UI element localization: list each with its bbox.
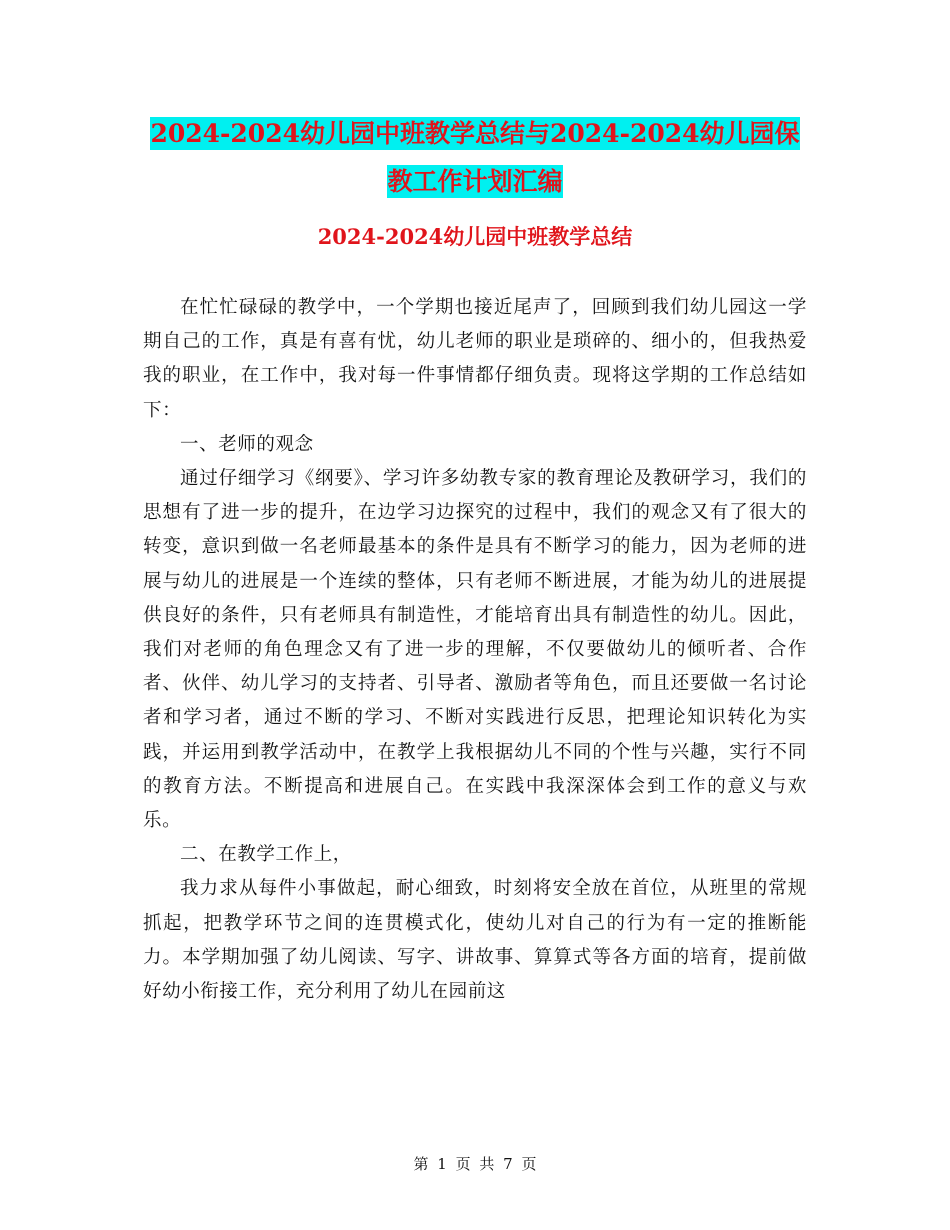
title-line-2: 教工作计划汇编 [387,167,563,196]
heading-teaching-work: 二、在教学工作上， [180,844,352,866]
document-body [143,291,807,1009]
title-line-1: 2024-2024幼儿园中班教学总结与2024-2024幼儿园保 [150,119,800,148]
page-footer: 第 1 页 共 7 页 [413,1155,537,1173]
paragraph-teaching-work: 我力求从每件小事做起，耐心细致，时刻将安全放在首位，从班里的常规抓起，把教学环节之间的连贯模式化，使幼儿对自己的行为有一定的推断能力。本学期加强了幼儿阅读、写字、讲故事、算算式等各方面的培育，提前做好幼小衔接工作，充分利用了幼儿在园前这 [143,878,807,1003]
section-title: 2024-2024幼儿园中班教学总结 [317,224,633,249]
paragraph-teacher-concept: 通过仔细学习《纲要》、学习许多幼教专家的教育理论及教研学习，我们的思想有了进一步的提升，在边学习边探究的过程中，我们的观念又有了很大的转变，意识到做一名老师最基本的条件是具有不断学习的能力，因为老师的进展与幼儿的进展是一个连续的整体，只有老师不断进展，才能为幼儿的进展提供良好的条件，只有老师具有制造性，才能培育出具有制造性的幼儿。因此，我们对老师的角色理念又有了进一步的理解，不仅要做幼儿的倾听者、合作者、伙伴、幼儿学习的支持者、引导者、激励者等角色，而且还要做一名讨论者和学习者，通过不断的学习、不断对实践进行反思，把理论知识转化为实践，并运用到教学活动中，在教学上我根据幼儿不同的个性与兴趣，实行不同的教育方法。不断提高和进展自己。在实践中我深深体会到工作的意义与欢乐。 [143,468,807,832]
heading-teacher-concept: 一、老师的观念 [180,433,314,455]
paragraph-intro: 在忙忙碌碌的教学中，一个学期也接近尾声了，回顾到我们幼儿园这一学期自己的工作，真是有喜有忧，幼儿老师的职业是琐碎的、细小的，但我热爱我的职业，在工作中，我对每一件事情都仔细负责。现将这学期的工作总结如下： [143,297,807,421]
document-title [100,110,850,206]
